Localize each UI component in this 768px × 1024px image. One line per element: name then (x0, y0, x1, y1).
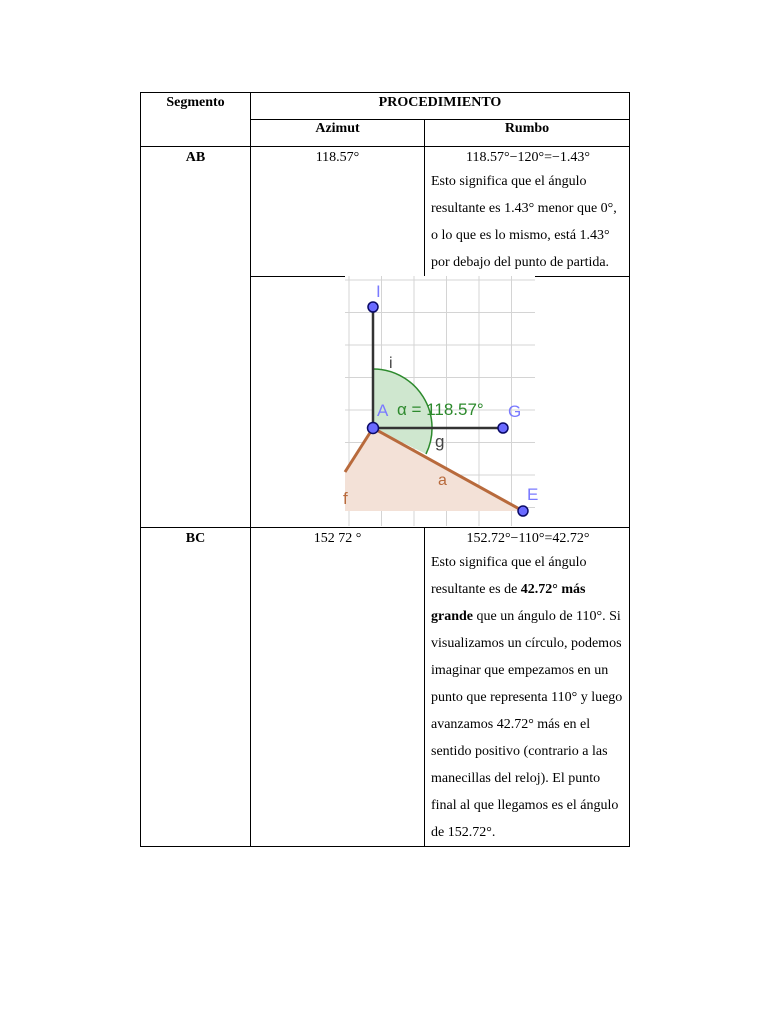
table-row (141, 147, 630, 277)
procedure-table (140, 92, 630, 847)
header-rumbo: Rumbo (425, 120, 630, 147)
rumbo-formula: 152.72°−110°=42.72° (466, 531, 590, 546)
geometry-figure (343, 276, 539, 526)
header-segmento: Segmento (141, 93, 251, 147)
rumbo-cell (425, 528, 630, 847)
label-segment-f: f (343, 489, 348, 508)
header-procedimiento: PROCEDIMIENTO (251, 93, 630, 120)
point-g (498, 423, 508, 433)
label-point-i: I (376, 282, 381, 301)
rumbo-cell (425, 147, 630, 277)
explanation-text-post: que un ángulo de 110°. Si visualizamos un círculo, podemos imaginar que empezamos en un punto que representa 110° y luego avanzamos 42.72° más en el sentido positivo (contrario a las manecillas del reloj). El punto final al que llegamos es el ángulo de 152.72°. (431, 609, 623, 840)
label-point-g: G (508, 402, 522, 421)
table-row (141, 528, 630, 847)
figure-cell (251, 277, 630, 528)
point-e (518, 506, 528, 516)
label-point-a: A (377, 401, 389, 420)
segment-cell: AB (141, 147, 251, 528)
header-azimut: Azimut (251, 120, 425, 147)
point-a (368, 423, 379, 434)
explanation-text-pre: Esto significa que el ángulo resultante es de (431, 555, 587, 597)
label-segment-i: i (389, 355, 393, 372)
point-i (368, 302, 378, 312)
label-segment-g: g (435, 432, 445, 451)
label-angle: α = 118.57° (397, 400, 484, 419)
segment-cell: BC (141, 528, 251, 847)
rumbo-explanation (431, 549, 625, 846)
rumbo-explanation: Esto significa que el ángulo resultante es 1.43° menor que 0°, o lo que es lo mismo, está 1.43° por debajo del punto de partida. (431, 174, 617, 270)
rumbo-formula: 118.57°−120°=−1.43° (466, 150, 590, 165)
azimut-cell: 152 72 ° (251, 528, 425, 847)
label-point-e: E (527, 485, 539, 504)
azimut-cell: 118.57° (251, 147, 425, 277)
label-segment-a: a (438, 472, 447, 489)
explanation-text-bold: 42.72° más grande (431, 582, 586, 624)
